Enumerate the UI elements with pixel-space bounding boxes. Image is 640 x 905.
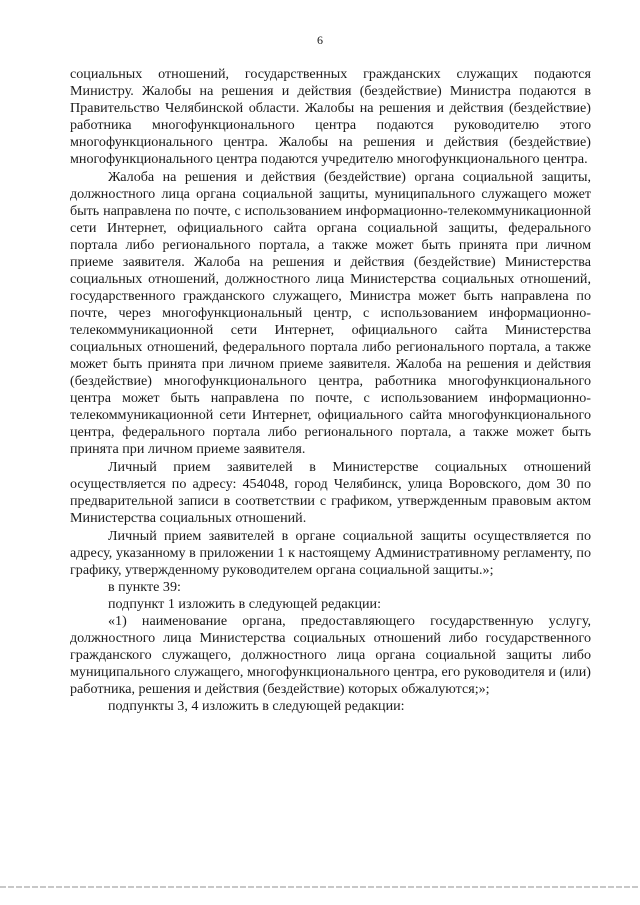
paragraph-social-protection-reception: Личный прием заявителей в органе социальной защиты осуществляется по адресу, указанному в приложении 1 к настоящему Административному регламенту, по графику, утвержденному руководителем органа социальной защиты.»;	[70, 528, 591, 578]
document-body	[70, 66, 591, 715]
paragraph-clause-39: в пункте 39:	[108, 579, 181, 595]
paragraph-subclauses-3-4-intro: подпункты 3, 4 изложить в следующей редакции:	[108, 698, 405, 714]
page-number: 6	[317, 33, 323, 47]
scan-edge-divider	[0, 886, 640, 888]
paragraph-subclause-1-intro: подпункт 1 изложить в следующей редакции:	[108, 596, 382, 612]
paragraph-complaints-recipients: социальных отношений, государственных гражданских служащих подаются Министру. Жалобы на решения и действия (бездействие) Министра подаются в Правительство Челябинской области. Жалобы на решения и действия (бездействие) работника многофункционального центра подаются руководителю этого многофункционального центра. Жалобы на решения и действия (бездействие) многофункционального центра подаются учредителю многофункционального центра.	[70, 66, 591, 167]
paragraph-subclause-1-text: «1) наименование органа, предоставляющего государственную услугу, должностного лица Министерства социальных отношений либо государственного гражданского служащего, должностного лица органа социальной защиты либо муниципального служащего, многофункционального центра, его руководителя и (или) работника, решения и действия (бездействие) которых обжалуются;»;	[70, 613, 591, 697]
paragraph-complaint-submission: Жалоба на решения и действия (бездействие) органа социальной защиты, должностного лица органа социальной защиты, муниципального служащего может быть направлена по почте, с использованием информационно-телекоммуникационной сети Интернет, официального сайта органа социальной защиты, федерального портала либо регионального портала, а также может быть принята при личном приеме заявителя. Жалоба на решения и действия (бездействие) Министерства социальных отношений, должностного лица Министерства социальных отношений, государственного гражданского служащего, Министра может быть направлена по почте, через многофункциональный центр, с использованием информационно-телекоммуникационной сети Интернет, официального сайта Министерства социальных отношений, федерального портала либо регионального портала, а также может быть принята при личном приеме заявителя. Жалоба на решения и действия (бездействие) многофункционального центра, работника многофункционального центра может быть направлена по почте, с использованием информационно-телекоммуникационной сети Интернет, официального сайта многофункционального центра, федерального портала либо регионального портала, а также может быть принята при личном приеме заявителя.	[70, 169, 591, 457]
paragraph-ministry-reception: Личный прием заявителей в Министерстве социальных отношений осуществляется по адресу: 454048, город Челябинск, улица Воровского, дом 30 по предварительной записи в соответствии с графиком, утвержденным правовым актом Министерства социальных отношений.	[70, 459, 591, 526]
